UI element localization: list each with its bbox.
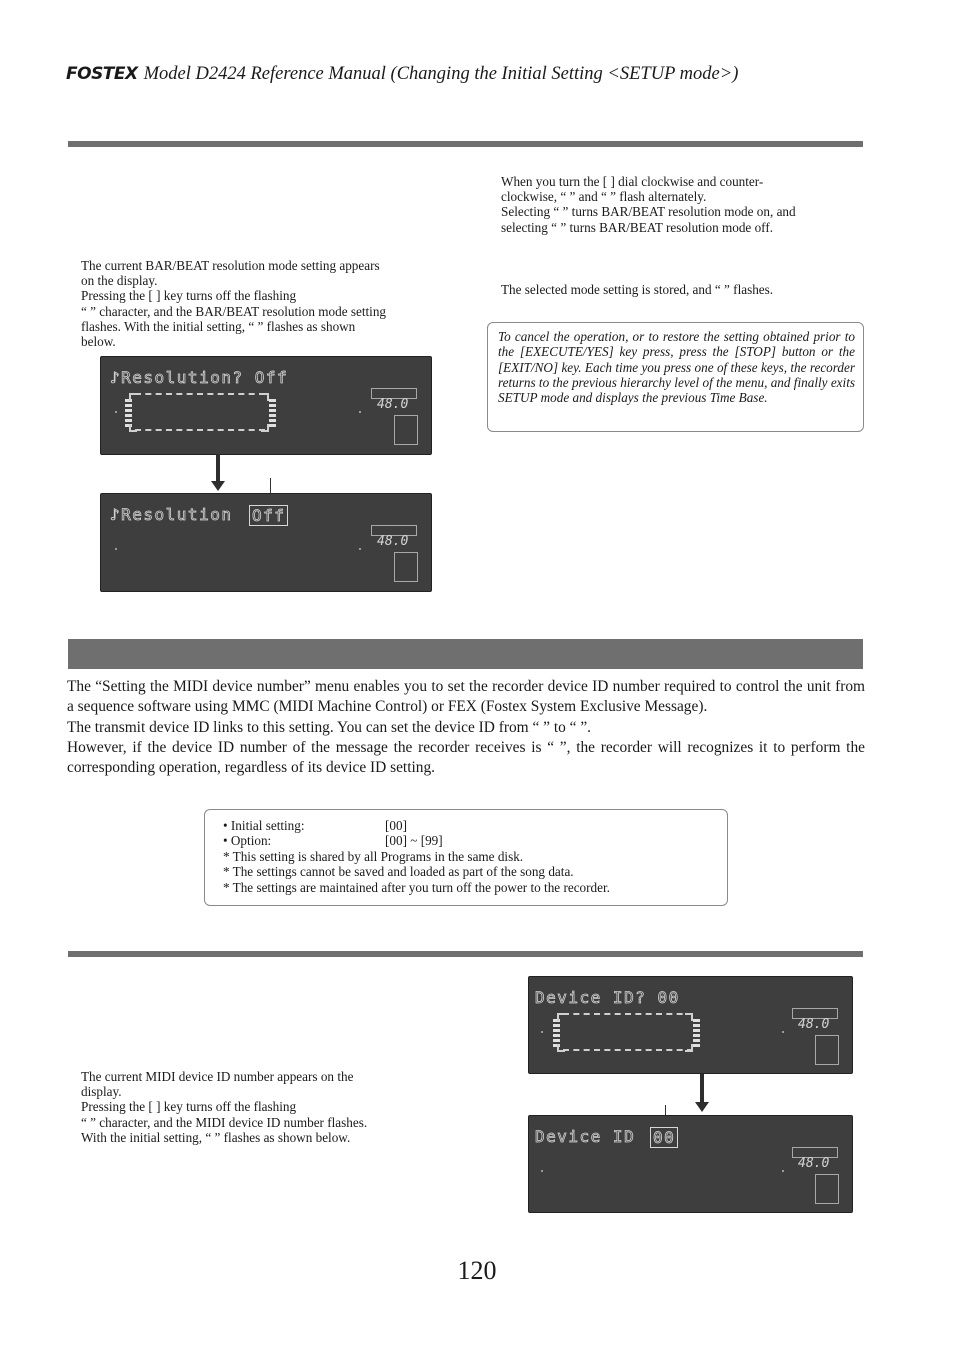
flow-arrow-head xyxy=(695,1102,709,1112)
text-line: With the initial setting, “ ” flashes as shown below. xyxy=(81,1129,351,1145)
text-line: The current MIDI device ID number appears on the xyxy=(81,1069,354,1084)
option-value: [00] ~ [99] xyxy=(385,833,443,849)
lcd-corner xyxy=(129,393,137,401)
text-line: “ ” character, and the BAR/BEAT resolution mode setting xyxy=(81,303,387,319)
flow-arrow xyxy=(700,1074,704,1103)
lcd-dashed-frame xyxy=(135,393,265,395)
midi-intro xyxy=(67,677,865,778)
text-line: When you turn the [ ] dial clockwise and counter- xyxy=(501,174,764,189)
lcd-corner xyxy=(685,1013,693,1021)
lcd-sample-rate: 48.0 xyxy=(377,397,409,412)
cancel-note-text: To cancel the operation, or to restore the setting obtained prior to the [EXECUTE/YES] key press, press the [STOP] button or the [EXIT/NO] key. Each time you press one of these keys, the recorder returns to the previous hierarchy level of the menu, and finally exits SETUP mode and displays the previous Time Base. xyxy=(498,329,855,406)
lcd-level-bar xyxy=(269,399,276,427)
flow-arrow xyxy=(216,454,220,482)
lcd-level-bar xyxy=(553,1019,560,1047)
option-row xyxy=(223,833,723,848)
lcd-indicator-box xyxy=(815,1035,839,1065)
resolution-dial-instructions xyxy=(501,174,867,235)
lcd-device-label: Device ID xyxy=(535,1127,636,1146)
text-line: Pressing the [ ] key turns off the flashing xyxy=(81,1099,297,1115)
lcd-dot xyxy=(359,411,361,413)
lcd-dashed-frame xyxy=(563,1013,693,1015)
lcd-corner xyxy=(557,1044,565,1052)
lcd-level-bar xyxy=(125,399,132,427)
lcd-display-device-prompt xyxy=(528,976,853,1074)
midi-intro-p1: The “Setting the MIDI device number” menu enables you to set the recorder device ID number required to control the unit from a sequence software using MMC (MIDI Machine Control) or FEX (Fostex System Exclusive Message). xyxy=(67,678,865,716)
text-line: The current BAR/BEAT resolution mode setting appears xyxy=(81,258,380,273)
lcd-dot xyxy=(359,548,361,550)
device-id-instructions xyxy=(81,1069,451,1145)
settings-note: * The settings are maintained after you turn off the power to the recorder. xyxy=(223,879,610,895)
text-line: The selected mode setting is stored, and “ ” flashes. xyxy=(501,282,774,297)
midi-intro-p2: The transmit device ID links to this setting. You can set the device ID from “ ” to “ ”. xyxy=(67,718,592,736)
lcd-dot xyxy=(115,548,117,550)
lcd-level-bar xyxy=(693,1019,700,1047)
lcd-indicator-box xyxy=(815,1174,839,1204)
initial-setting-value: [00] xyxy=(385,818,407,833)
section-band-midi-device xyxy=(68,639,863,669)
text-line: Pressing the [ ] key turns off the flashing xyxy=(81,288,297,304)
cancel-note-box xyxy=(487,322,864,432)
settings-box xyxy=(204,809,728,906)
text-line: selecting “ ” turns BAR/BEAT resolution mode off. xyxy=(501,219,774,235)
lcd-display-device-set xyxy=(528,1115,853,1213)
lcd-corner xyxy=(261,424,269,432)
section-rule-resolution xyxy=(68,141,863,147)
text-line: flashes. With the initial setting, “ ” flashes as shown xyxy=(81,318,356,334)
fostex-logo: FOSTEX xyxy=(66,64,138,84)
settings-note: * The settings cannot be saved and loaded as part of the song data. xyxy=(223,864,574,880)
text-line: below. xyxy=(81,334,116,350)
text-line: display. xyxy=(81,1084,122,1100)
lcd-sample-rate: 48.0 xyxy=(377,534,409,549)
page-number: 120 xyxy=(457,1256,497,1285)
resolution-instructions xyxy=(81,258,451,349)
lcd-corner xyxy=(129,424,137,432)
text-line: Selecting “ ” turns BAR/BEAT resolution mode on, and xyxy=(501,204,796,220)
section-rule-device-id xyxy=(68,951,863,957)
text-line: clockwise, “ ” and “ ” flash alternately. xyxy=(501,189,707,205)
lcd-corner xyxy=(261,393,269,401)
lcd-display-resolution-set xyxy=(100,493,432,592)
lcd-corner xyxy=(557,1013,565,1021)
flow-arrow-head xyxy=(211,481,225,491)
text-line: “ ” character, and the MIDI device ID number flashes. xyxy=(81,1114,368,1130)
lcd-sample-rate: 48.0 xyxy=(798,1017,830,1032)
text-line: on the display. xyxy=(81,273,158,289)
settings-note: * This setting is shared by all Programs in the same disk. xyxy=(223,848,524,864)
lcd-dashed-frame xyxy=(135,429,265,431)
option-label: • Option: xyxy=(223,833,272,849)
lcd-indicator-box xyxy=(394,415,418,445)
lcd-dashed-frame xyxy=(563,1049,693,1051)
header-title: Model D2424 Reference Manual (Changing the Initial Setting <SETUP mode>) xyxy=(143,64,739,84)
lcd-display-resolution-prompt xyxy=(100,356,432,455)
lcd-resolution-value: Off xyxy=(249,505,288,526)
page-header xyxy=(66,64,738,85)
lcd-dot xyxy=(541,1170,543,1172)
resolution-stored-text xyxy=(501,282,867,297)
lcd-corner xyxy=(685,1044,693,1052)
lcd-dot xyxy=(782,1170,784,1172)
initial-setting-label: • Initial setting: xyxy=(223,818,305,833)
lcd-device-prompt-text: Device ID? 00 xyxy=(535,988,680,1007)
lcd-dot xyxy=(541,1031,543,1033)
lcd-device-value: 00 xyxy=(650,1127,678,1148)
lcd-resolution-label: ♪Resolution xyxy=(110,505,233,524)
lcd-dot xyxy=(782,1031,784,1033)
lcd-sample-rate: 48.0 xyxy=(798,1156,830,1171)
midi-intro-p3: However, if the device ID number of the message the recorder receives is “ ”, the recorder will recognizes it to perform the corresponding operation, regardless of its device ID setting. xyxy=(67,738,865,777)
initial-setting-row xyxy=(223,818,723,833)
lcd-resolution-prompt-text: ♪Resolution? Off xyxy=(110,368,289,387)
lcd-indicator-box xyxy=(394,552,418,582)
lcd-dot xyxy=(115,411,117,413)
